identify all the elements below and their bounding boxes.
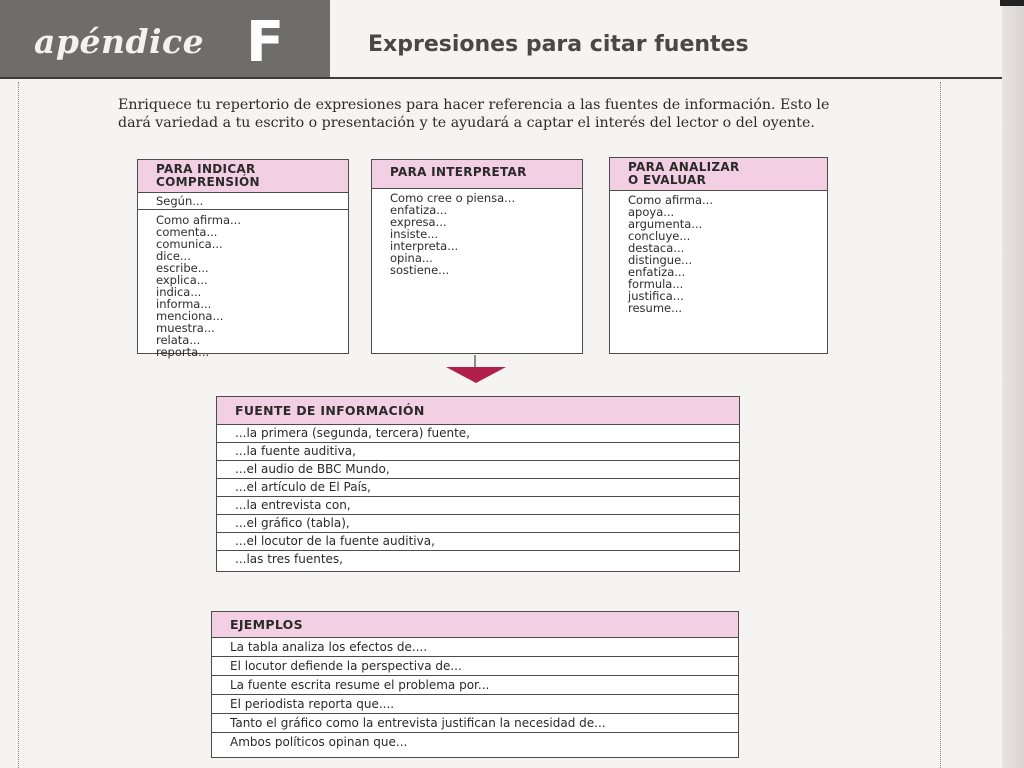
ejemplo-row: Tanto el gráfico como la entrevista justifican la necesidad de... — [212, 714, 738, 733]
ejemplo-row: El periodista reporta que.... — [212, 695, 738, 714]
fuente-title: FUENTE DE INFORMACIÓN — [217, 397, 739, 425]
page-edge — [1002, 0, 1024, 768]
header-divider — [0, 77, 1002, 79]
fuente-row: ...el gráfico (tabla), — [217, 515, 739, 533]
fuente-row: ...el locutor de la fuente auditiva, — [217, 533, 739, 551]
box-analizar-list: Como afirma... apoya... argumenta... concluye... destaca... distingue... enfatiza... formula... justifica... resume... — [628, 193, 713, 315]
ejemplo-row: La fuente escrita resume el problema por... — [212, 676, 738, 695]
fuente-row: ...el audio de BBC Mundo, — [217, 461, 739, 479]
ejemplo-row: La tabla analiza los efectos de.... — [212, 638, 738, 657]
box-analizar-title: PARA ANALIZAR O EVALUAR — [610, 158, 827, 191]
ejemplo-row: Ambos políticos opinan que... — [230, 735, 408, 749]
down-arrow-icon — [446, 367, 506, 383]
fuente-table — [216, 396, 740, 572]
fuente-rows — [217, 425, 739, 569]
ejemplos-rows — [212, 638, 738, 752]
box-comprension-segun: Según... — [138, 193, 348, 210]
ejemplo-row: El locutor defiende la perspectiva de... — [212, 657, 738, 676]
box-comprension-title: PARA INDICAR COMPRENSIÓN — [138, 160, 348, 193]
fuente-row: ...las tres fuentes, — [235, 552, 343, 566]
fuente-row: ...la fuente auditiva, — [217, 443, 739, 461]
box-comprension-list: Como afirma... comenta... comunica... dice... escribe... explica... indica... informa... menciona... muestra... relata... reporta... — [156, 213, 241, 359]
right-margin-line — [940, 82, 941, 768]
appendix-banner — [0, 0, 330, 77]
intro-paragraph: Enriquece tu repertorio de expresiones para hacer referencia a las fuentes de información. Esto le dará variedad a tu escrito o presentación y te ayudará a captar el interés del lector o del oyente. — [118, 97, 830, 131]
box-comprension — [137, 159, 349, 359]
appendix-letter: F — [246, 10, 285, 75]
page-corner — [1000, 0, 1024, 6]
fuente-row: ...la entrevista con, — [217, 497, 739, 515]
box-interpretar — [371, 159, 583, 354]
page-title: Expresiones para citar fuentes — [368, 32, 749, 57]
ejemplos-table — [211, 611, 739, 758]
box-interpretar-title: PARA INTERPRETAR — [372, 160, 582, 189]
ejemplos-title: EJEMPLOS — [212, 612, 738, 638]
appendix-word: apéndice — [34, 22, 205, 61]
box-analizar — [609, 157, 828, 354]
left-margin-line — [18, 82, 19, 768]
fuente-row: ...la primera (segunda, tercera) fuente, — [217, 425, 739, 443]
arrow-stem — [474, 355, 476, 367]
box-interpretar-list: Como cree o piensa... enfatiza... expresa... insiste... interpreta... opina... sostiene... — [390, 191, 516, 277]
fuente-row: ...el artículo de El País, — [217, 479, 739, 497]
